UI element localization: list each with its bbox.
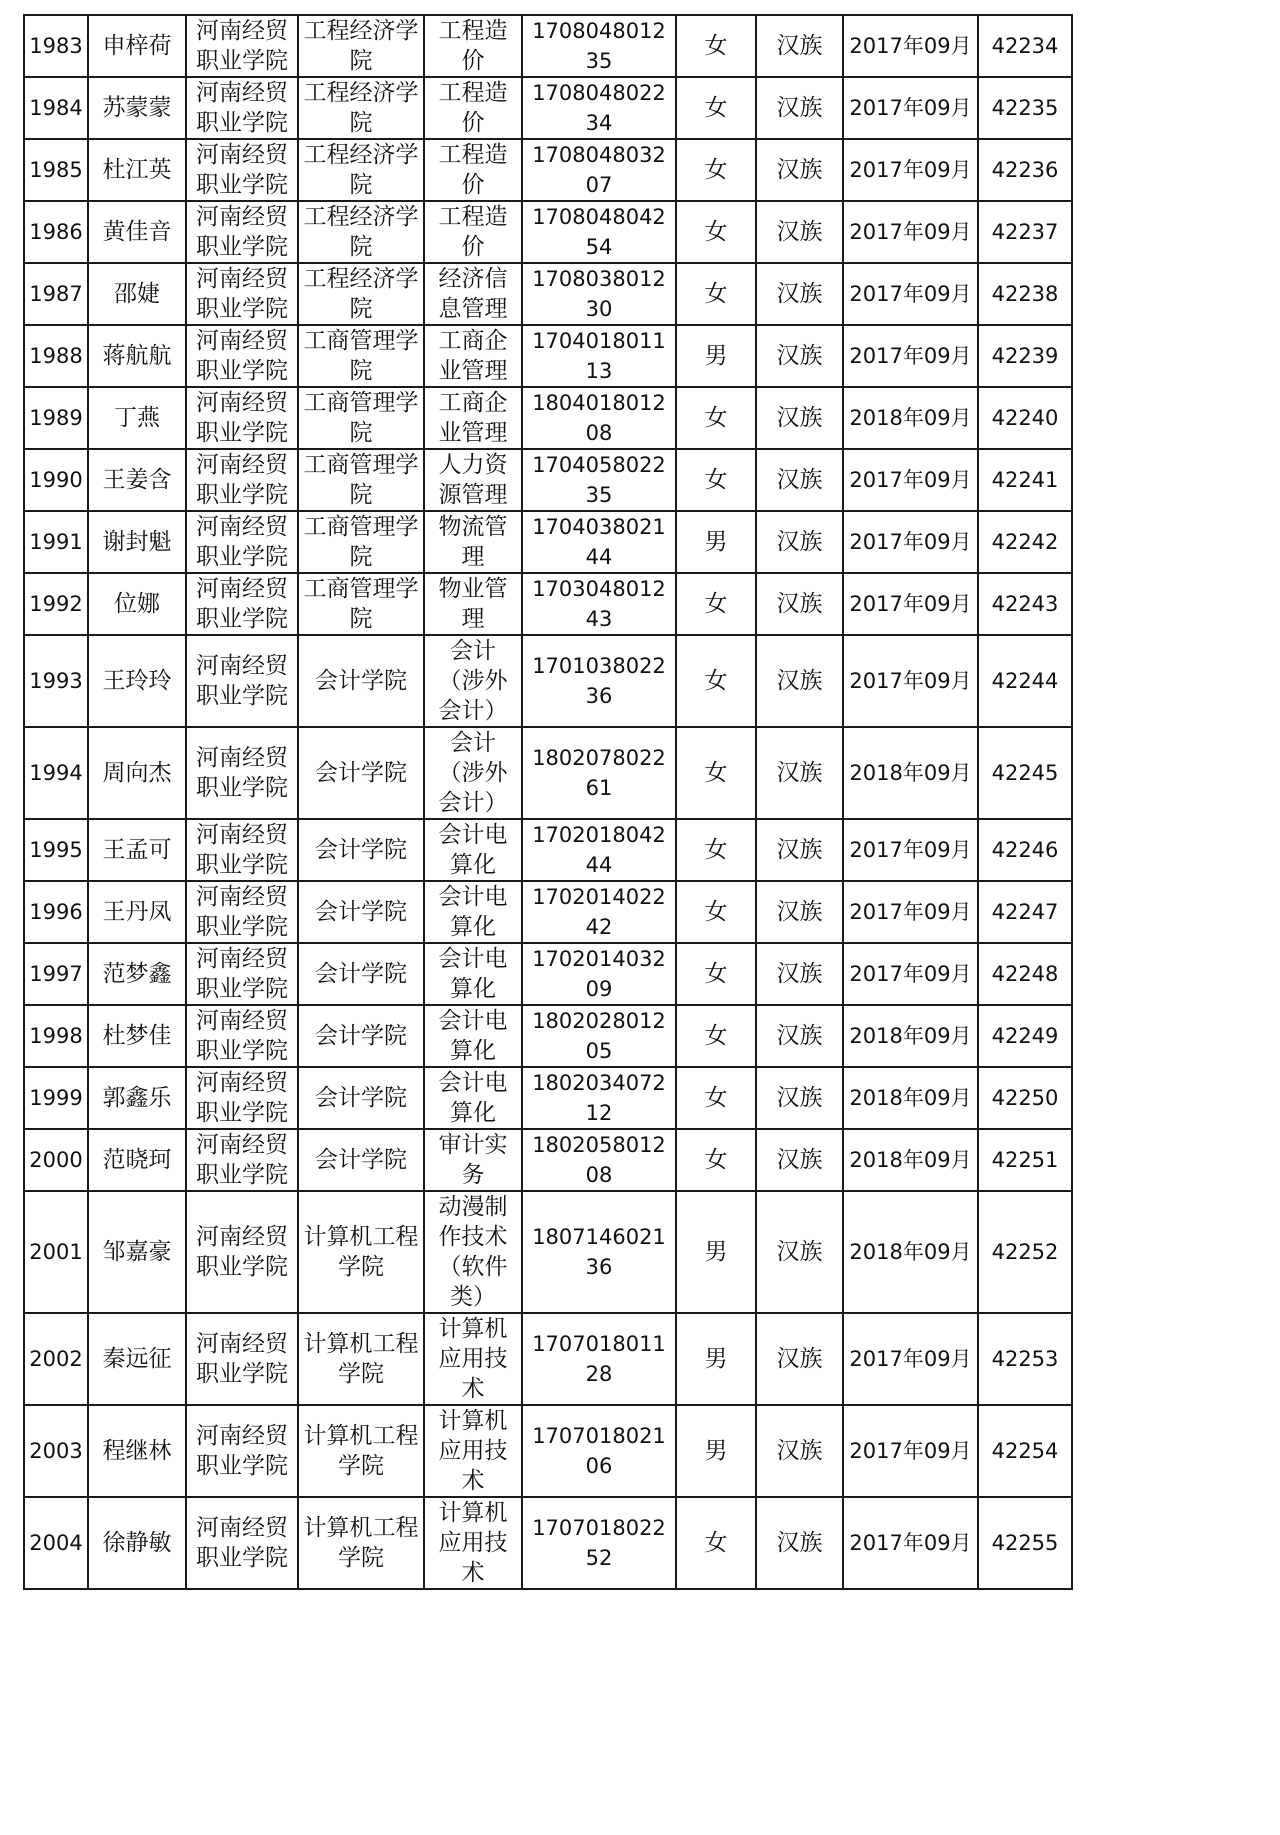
gender-cell: 女	[676, 573, 756, 635]
enrollment-cell: 2017年09月	[843, 943, 978, 1005]
student-id-cell: 170201402242	[522, 881, 676, 943]
name-cell: 郭鑫乐	[88, 1067, 186, 1129]
ethnicity-cell: 汉族	[756, 387, 843, 449]
enrollment-cell: 2017年09月	[843, 573, 978, 635]
cert-number-cell: 42252	[978, 1191, 1072, 1313]
table-row	[24, 1067, 1072, 1129]
serial-cell: 1990	[24, 449, 88, 511]
ethnicity-cell: 汉族	[756, 573, 843, 635]
cert-number-cell: 42244	[978, 635, 1072, 727]
cert-number-cell: 42241	[978, 449, 1072, 511]
major-cell: 会计（涉外会计）	[424, 635, 522, 727]
serial-cell: 1985	[24, 139, 88, 201]
student-roster-table	[23, 14, 1073, 1590]
table-row	[24, 1129, 1072, 1191]
serial-cell: 1994	[24, 727, 88, 819]
name-cell: 范晓珂	[88, 1129, 186, 1191]
table-row	[24, 635, 1072, 727]
gender-cell: 女	[676, 1497, 756, 1589]
table-row	[24, 449, 1072, 511]
enrollment-cell: 2017年09月	[843, 15, 978, 77]
school-cell: 河南经贸职业学院	[186, 325, 298, 387]
school-cell: 河南经贸职业学院	[186, 1313, 298, 1405]
name-cell: 王孟可	[88, 819, 186, 881]
serial-cell: 1984	[24, 77, 88, 139]
student-id-cell: 170803801230	[522, 263, 676, 325]
cert-number-cell: 42236	[978, 139, 1072, 201]
ethnicity-cell: 汉族	[756, 77, 843, 139]
school-cell: 河南经贸职业学院	[186, 387, 298, 449]
serial-cell: 1988	[24, 325, 88, 387]
gender-cell: 女	[676, 1005, 756, 1067]
name-cell: 王姜含	[88, 449, 186, 511]
college-cell: 计算机工程学院	[298, 1497, 424, 1589]
enrollment-cell: 2018年09月	[843, 727, 978, 819]
name-cell: 蒋航航	[88, 325, 186, 387]
table-row	[24, 1405, 1072, 1497]
college-cell: 工商管理学院	[298, 573, 424, 635]
gender-cell: 女	[676, 15, 756, 77]
enrollment-cell: 2017年09月	[843, 1497, 978, 1589]
serial-cell: 1995	[24, 819, 88, 881]
table-row	[24, 881, 1072, 943]
ethnicity-cell: 汉族	[756, 819, 843, 881]
table-row	[24, 15, 1072, 77]
student-id-cell: 170103802236	[522, 635, 676, 727]
enrollment-cell: 2017年09月	[843, 77, 978, 139]
cert-number-cell: 42249	[978, 1005, 1072, 1067]
serial-cell: 1997	[24, 943, 88, 1005]
enrollment-cell: 2017年09月	[843, 1405, 978, 1497]
name-cell: 范梦鑫	[88, 943, 186, 1005]
school-cell: 河南经贸职业学院	[186, 1497, 298, 1589]
ethnicity-cell: 汉族	[756, 325, 843, 387]
serial-cell: 2001	[24, 1191, 88, 1313]
gender-cell: 女	[676, 77, 756, 139]
enrollment-cell: 2018年09月	[843, 1005, 978, 1067]
ethnicity-cell: 汉族	[756, 635, 843, 727]
cert-number-cell: 42246	[978, 819, 1072, 881]
enrollment-cell: 2017年09月	[843, 819, 978, 881]
student-id-cell: 170405802235	[522, 449, 676, 511]
college-cell: 会计学院	[298, 819, 424, 881]
major-cell: 会计电算化	[424, 943, 522, 1005]
student-id-cell: 170804801235	[522, 15, 676, 77]
gender-cell: 女	[676, 449, 756, 511]
enrollment-cell: 2017年09月	[843, 1313, 978, 1405]
table-row	[24, 573, 1072, 635]
major-cell: 会计电算化	[424, 819, 522, 881]
college-cell: 工程经济学院	[298, 201, 424, 263]
gender-cell: 男	[676, 1313, 756, 1405]
major-cell: 工程造价	[424, 139, 522, 201]
enrollment-cell: 2018年09月	[843, 1129, 978, 1191]
gender-cell: 女	[676, 139, 756, 201]
school-cell: 河南经贸职业学院	[186, 449, 298, 511]
college-cell: 会计学院	[298, 1005, 424, 1067]
college-cell: 工商管理学院	[298, 387, 424, 449]
table-row	[24, 325, 1072, 387]
major-cell: 物业管理	[424, 573, 522, 635]
table-row	[24, 77, 1072, 139]
ethnicity-cell: 汉族	[756, 727, 843, 819]
college-cell: 会计学院	[298, 943, 424, 1005]
school-cell: 河南经贸职业学院	[186, 263, 298, 325]
table-row	[24, 1005, 1072, 1067]
major-cell: 会计电算化	[424, 1005, 522, 1067]
enrollment-cell: 2017年09月	[843, 635, 978, 727]
gender-cell: 男	[676, 325, 756, 387]
name-cell: 位娜	[88, 573, 186, 635]
ethnicity-cell: 汉族	[756, 881, 843, 943]
cert-number-cell: 42242	[978, 511, 1072, 573]
cert-number-cell: 42248	[978, 943, 1072, 1005]
serial-cell: 1983	[24, 15, 88, 77]
enrollment-cell: 2017年09月	[843, 449, 978, 511]
serial-cell: 2000	[24, 1129, 88, 1191]
student-id-cell: 170701802252	[522, 1497, 676, 1589]
table-row	[24, 1313, 1072, 1405]
ethnicity-cell: 汉族	[756, 1067, 843, 1129]
table-row	[24, 1191, 1072, 1313]
cert-number-cell: 42254	[978, 1405, 1072, 1497]
college-cell: 工程经济学院	[298, 263, 424, 325]
student-id-cell: 170201403209	[522, 943, 676, 1005]
enrollment-cell: 2018年09月	[843, 1067, 978, 1129]
major-cell: 工商企业管理	[424, 387, 522, 449]
school-cell: 河南经贸职业学院	[186, 201, 298, 263]
table-row	[24, 263, 1072, 325]
gender-cell: 女	[676, 727, 756, 819]
student-id-cell: 170804802234	[522, 77, 676, 139]
cert-number-cell: 42237	[978, 201, 1072, 263]
serial-cell: 1993	[24, 635, 88, 727]
school-cell: 河南经贸职业学院	[186, 511, 298, 573]
ethnicity-cell: 汉族	[756, 1005, 843, 1067]
table-row	[24, 139, 1072, 201]
school-cell: 河南经贸职业学院	[186, 15, 298, 77]
table-row	[24, 1497, 1072, 1589]
name-cell: 黄佳音	[88, 201, 186, 263]
school-cell: 河南经贸职业学院	[186, 1005, 298, 1067]
major-cell: 人力资源管理	[424, 449, 522, 511]
college-cell: 工程经济学院	[298, 15, 424, 77]
student-id-cell: 180205801208	[522, 1129, 676, 1191]
ethnicity-cell: 汉族	[756, 1129, 843, 1191]
table-row	[24, 511, 1072, 573]
student-id-cell: 180207802261	[522, 727, 676, 819]
gender-cell: 男	[676, 1405, 756, 1497]
serial-cell: 2002	[24, 1313, 88, 1405]
enrollment-cell: 2017年09月	[843, 139, 978, 201]
serial-cell: 2004	[24, 1497, 88, 1589]
enrollment-cell: 2017年09月	[843, 325, 978, 387]
school-cell: 河南经贸职业学院	[186, 1129, 298, 1191]
ethnicity-cell: 汉族	[756, 139, 843, 201]
ethnicity-cell: 汉族	[756, 263, 843, 325]
major-cell: 审计实务	[424, 1129, 522, 1191]
name-cell: 王玲玲	[88, 635, 186, 727]
table-row	[24, 201, 1072, 263]
ethnicity-cell: 汉族	[756, 511, 843, 573]
name-cell: 谢封魁	[88, 511, 186, 573]
name-cell: 邹嘉豪	[88, 1191, 186, 1313]
name-cell: 王丹凤	[88, 881, 186, 943]
name-cell: 邵婕	[88, 263, 186, 325]
school-cell: 河南经贸职业学院	[186, 1191, 298, 1313]
school-cell: 河南经贸职业学院	[186, 139, 298, 201]
school-cell: 河南经贸职业学院	[186, 727, 298, 819]
student-id-cell: 180714602136	[522, 1191, 676, 1313]
student-id-cell: 170701801128	[522, 1313, 676, 1405]
college-cell: 工程经济学院	[298, 139, 424, 201]
enrollment-cell: 2017年09月	[843, 881, 978, 943]
major-cell: 计算机应用技术	[424, 1497, 522, 1589]
major-cell: 会计（涉外会计）	[424, 727, 522, 819]
cert-number-cell: 42253	[978, 1313, 1072, 1405]
cert-number-cell: 42235	[978, 77, 1072, 139]
name-cell: 徐静敏	[88, 1497, 186, 1589]
serial-cell: 1991	[24, 511, 88, 573]
serial-cell: 1989	[24, 387, 88, 449]
major-cell: 工程造价	[424, 15, 522, 77]
cert-number-cell: 42239	[978, 325, 1072, 387]
serial-cell: 1992	[24, 573, 88, 635]
gender-cell: 女	[676, 819, 756, 881]
cert-number-cell: 42240	[978, 387, 1072, 449]
major-cell: 动漫制作技术（软件类）	[424, 1191, 522, 1313]
gender-cell: 女	[676, 263, 756, 325]
student-id-cell: 170403802144	[522, 511, 676, 573]
ethnicity-cell: 汉族	[756, 449, 843, 511]
major-cell: 物流管理	[424, 511, 522, 573]
college-cell: 计算机工程学院	[298, 1405, 424, 1497]
major-cell: 工商企业管理	[424, 325, 522, 387]
college-cell: 会计学院	[298, 635, 424, 727]
school-cell: 河南经贸职业学院	[186, 1405, 298, 1497]
gender-cell: 男	[676, 1191, 756, 1313]
school-cell: 河南经贸职业学院	[186, 635, 298, 727]
name-cell: 苏蒙蒙	[88, 77, 186, 139]
ethnicity-cell: 汉族	[756, 201, 843, 263]
serial-cell: 1987	[24, 263, 88, 325]
name-cell: 程继林	[88, 1405, 186, 1497]
serial-cell: 1986	[24, 201, 88, 263]
ethnicity-cell: 汉族	[756, 943, 843, 1005]
name-cell: 秦远征	[88, 1313, 186, 1405]
gender-cell: 女	[676, 635, 756, 727]
school-cell: 河南经贸职业学院	[186, 77, 298, 139]
ethnicity-cell: 汉族	[756, 1191, 843, 1313]
cert-number-cell: 42247	[978, 881, 1072, 943]
student-id-cell: 170804804254	[522, 201, 676, 263]
cert-number-cell: 42255	[978, 1497, 1072, 1589]
college-cell: 工商管理学院	[298, 449, 424, 511]
major-cell: 会计电算化	[424, 881, 522, 943]
college-cell: 会计学院	[298, 1129, 424, 1191]
college-cell: 工程经济学院	[298, 77, 424, 139]
ethnicity-cell: 汉族	[756, 1497, 843, 1589]
cert-number-cell: 42243	[978, 573, 1072, 635]
school-cell: 河南经贸职业学院	[186, 819, 298, 881]
serial-cell: 2003	[24, 1405, 88, 1497]
gender-cell: 女	[676, 943, 756, 1005]
cert-number-cell: 42234	[978, 15, 1072, 77]
school-cell: 河南经贸职业学院	[186, 943, 298, 1005]
cert-number-cell: 42238	[978, 263, 1072, 325]
enrollment-cell: 2017年09月	[843, 511, 978, 573]
enrollment-cell: 2017年09月	[843, 201, 978, 263]
college-cell: 计算机工程学院	[298, 1191, 424, 1313]
gender-cell: 女	[676, 881, 756, 943]
serial-cell: 1998	[24, 1005, 88, 1067]
table-row	[24, 387, 1072, 449]
ethnicity-cell: 汉族	[756, 1313, 843, 1405]
ethnicity-cell: 汉族	[756, 1405, 843, 1497]
cert-number-cell: 42250	[978, 1067, 1072, 1129]
name-cell: 杜梦佳	[88, 1005, 186, 1067]
college-cell: 会计学院	[298, 881, 424, 943]
gender-cell: 女	[676, 1129, 756, 1191]
gender-cell: 女	[676, 1067, 756, 1129]
school-cell: 河南经贸职业学院	[186, 573, 298, 635]
student-id-cell: 170701802106	[522, 1405, 676, 1497]
cert-number-cell: 42245	[978, 727, 1072, 819]
major-cell: 计算机应用技术	[424, 1313, 522, 1405]
school-cell: 河南经贸职业学院	[186, 1067, 298, 1129]
major-cell: 工程造价	[424, 77, 522, 139]
serial-cell: 1996	[24, 881, 88, 943]
name-cell: 周向杰	[88, 727, 186, 819]
table-row	[24, 727, 1072, 819]
serial-cell: 1999	[24, 1067, 88, 1129]
enrollment-cell: 2018年09月	[843, 1191, 978, 1313]
student-id-cell: 180401801208	[522, 387, 676, 449]
enrollment-cell: 2017年09月	[843, 263, 978, 325]
cert-number-cell: 42251	[978, 1129, 1072, 1191]
table-row	[24, 819, 1072, 881]
student-id-cell: 170401801113	[522, 325, 676, 387]
major-cell: 经济信息管理	[424, 263, 522, 325]
major-cell: 计算机应用技术	[424, 1405, 522, 1497]
college-cell: 计算机工程学院	[298, 1313, 424, 1405]
gender-cell: 女	[676, 387, 756, 449]
table-row	[24, 943, 1072, 1005]
name-cell: 杜江英	[88, 139, 186, 201]
student-id-cell: 180202801205	[522, 1005, 676, 1067]
college-cell: 工商管理学院	[298, 325, 424, 387]
gender-cell: 女	[676, 201, 756, 263]
college-cell: 会计学院	[298, 727, 424, 819]
enrollment-cell: 2018年09月	[843, 387, 978, 449]
name-cell: 丁燕	[88, 387, 186, 449]
student-id-cell: 170201804244	[522, 819, 676, 881]
student-id-cell: 170304801243	[522, 573, 676, 635]
college-cell: 工商管理学院	[298, 511, 424, 573]
major-cell: 会计电算化	[424, 1067, 522, 1129]
gender-cell: 男	[676, 511, 756, 573]
student-id-cell: 170804803207	[522, 139, 676, 201]
ethnicity-cell: 汉族	[756, 15, 843, 77]
school-cell: 河南经贸职业学院	[186, 881, 298, 943]
college-cell: 会计学院	[298, 1067, 424, 1129]
name-cell: 申梓荷	[88, 15, 186, 77]
major-cell: 工程造价	[424, 201, 522, 263]
student-id-cell: 180203407212	[522, 1067, 676, 1129]
